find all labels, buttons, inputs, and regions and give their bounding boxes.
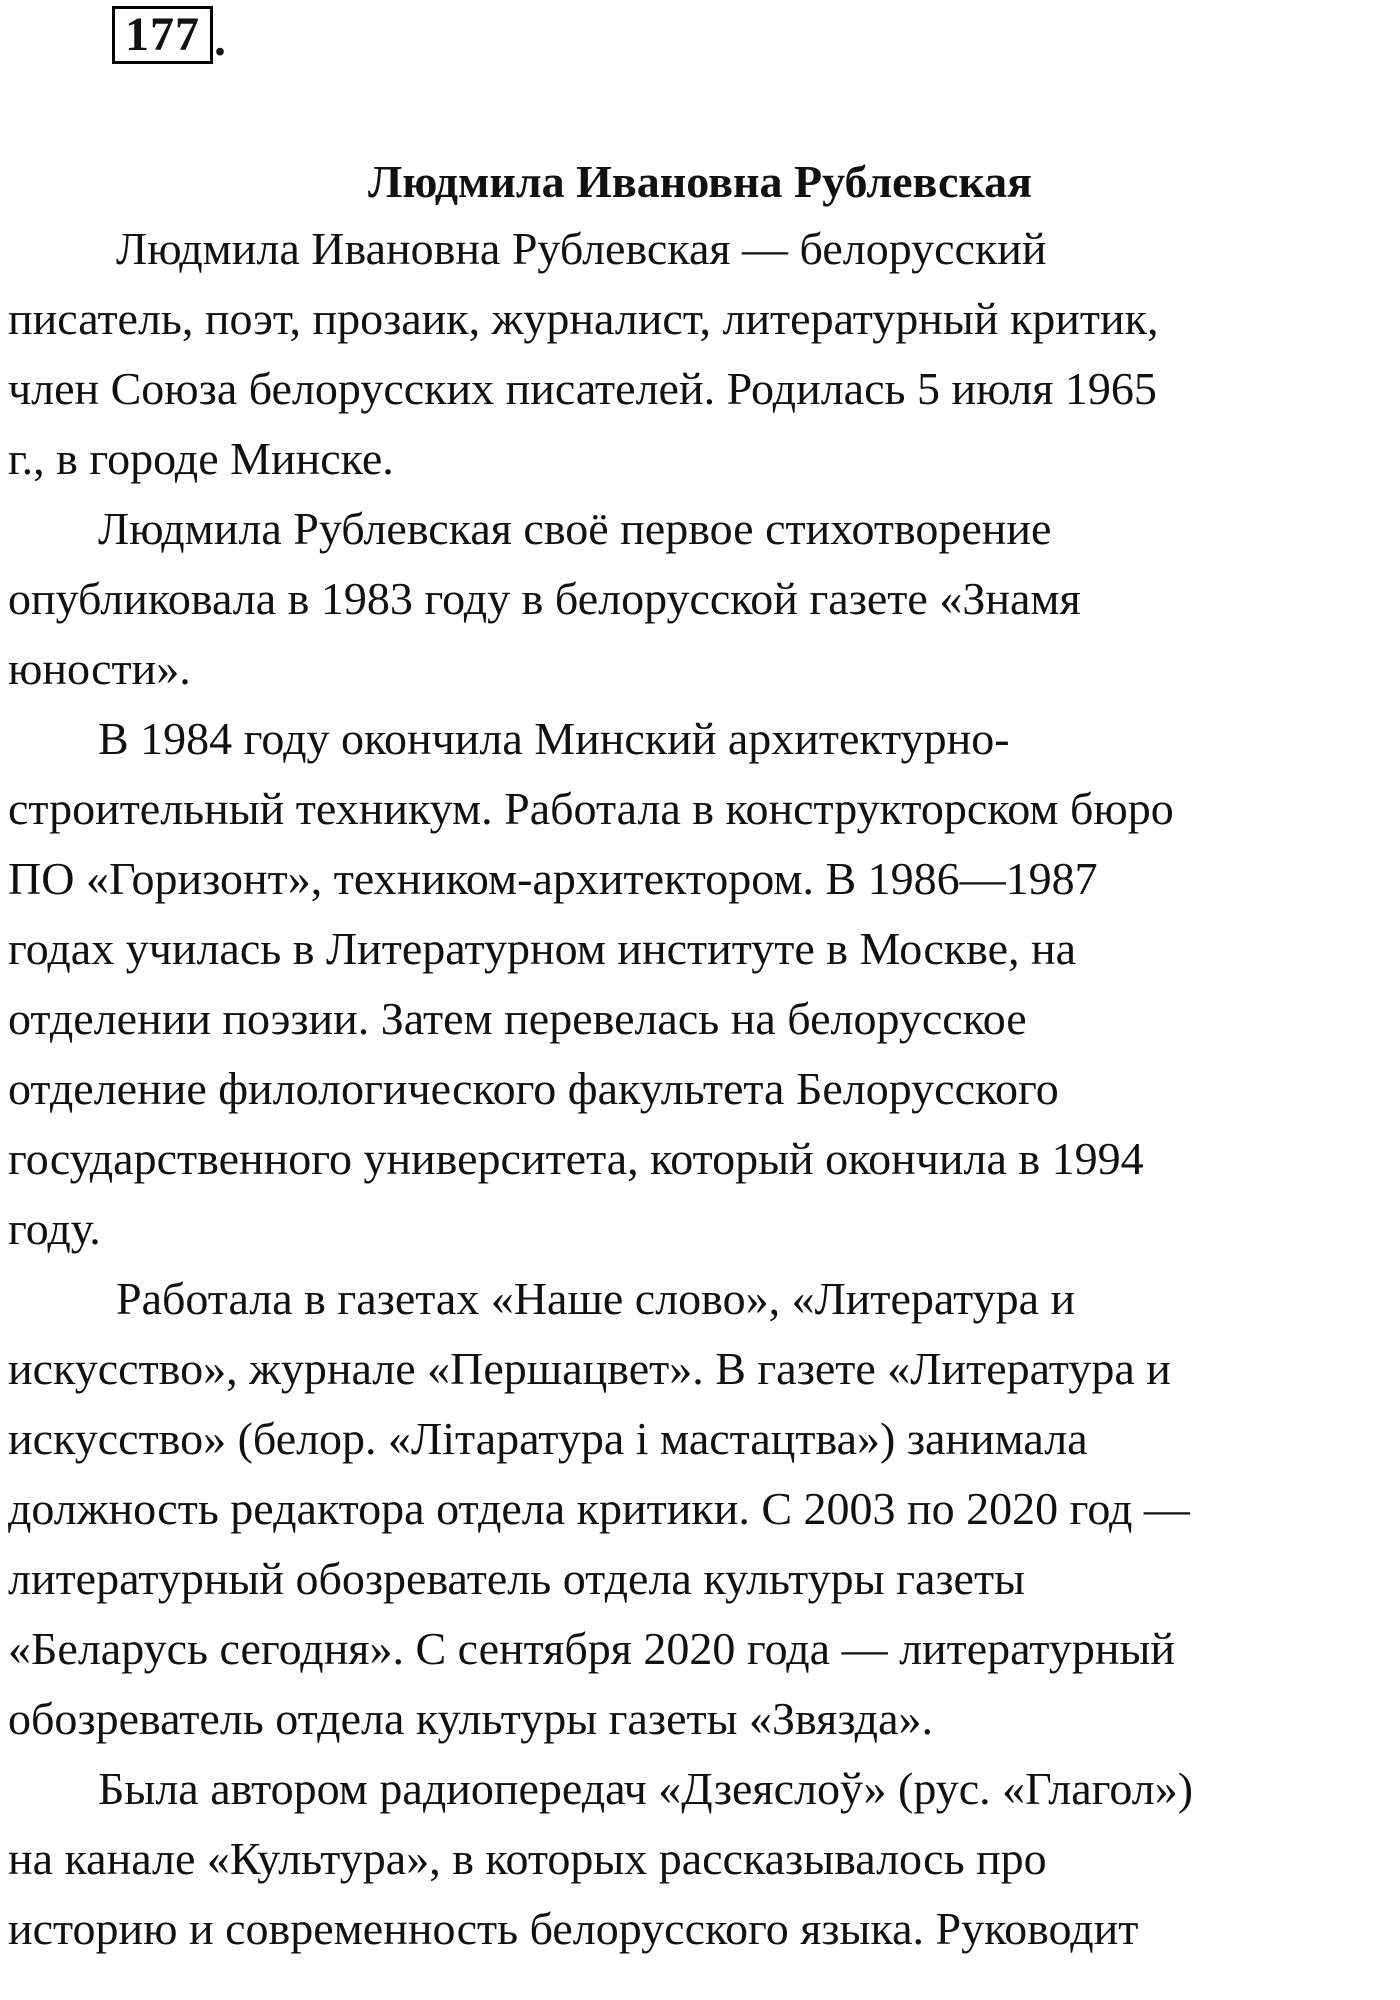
text-line: на канале «Культура», в которых рассказывалось про <box>8 1833 1047 1884</box>
text-line: «Беларусь сегодня». С сентября 2020 года — литературный <box>8 1623 1176 1674</box>
exercise-number-box: 177 <box>112 6 213 64</box>
text-line: отделение филологического факультета Белорусского <box>8 1063 1059 1114</box>
exercise-number <box>112 6 226 64</box>
text-line: В 1984 году окончила Минский архитектурно- <box>98 713 1010 764</box>
text-line: член Союза белорусских писателей. Родилась 5 июля 1965 <box>8 363 1157 414</box>
text-line: Людмила Рублевская своё первое стихотворение <box>98 503 1052 554</box>
text-line: ПО «Горизонт», техником-архитектором. В 1986—1987 <box>8 853 1098 904</box>
document-title: Людмила Ивановна Рублевская <box>367 156 1033 207</box>
text-line: искусство» (белор. «Лiтаратура i мастацтва») занимала <box>8 1413 1088 1464</box>
text-line: должность редактора отдела критики. С 2003 по 2020 год — <box>8 1483 1190 1534</box>
text-line: юности». <box>8 643 191 694</box>
text-line: годах училась в Литературном институте в Москве, на <box>8 923 1077 974</box>
text-line: литературный обозреватель отдела культуры газеты <box>8 1553 1025 1604</box>
text-line: строительный техникум. Работала в конструкторском бюро <box>8 783 1174 834</box>
text-line: Работала в газетах «Наше слово», «Литература и <box>116 1273 1076 1324</box>
text-line: Людмила Ивановна Рублевская — белорусский <box>116 223 1047 274</box>
text-line: году. <box>8 1203 101 1254</box>
text-line: г., в городе Минске. <box>8 433 394 484</box>
document-body <box>8 214 1393 1964</box>
text-line: отделении поэзии. Затем перевелась на белорусское <box>8 993 1027 1044</box>
exercise-number-dot: . <box>214 13 226 66</box>
text-line: государственного университета, который окончила в 1994 <box>8 1133 1144 1184</box>
text-line: обозреватель отдела культуры газеты «Звязда». <box>8 1693 933 1744</box>
text-line: Была автором радиопередач «Дзеяслоў» (рус. «Глагол») <box>98 1763 1194 1814</box>
text-line: опубликовала в 1983 году в белорусской газете «Знамя <box>8 573 1081 624</box>
text-line: историю и современность белорусского языка. Руководит <box>8 1903 1139 1954</box>
text-line: писатель, поэт, прозаик, журналист, литературный критик, <box>8 293 1159 344</box>
text-line: искусство», журнале «Першацвет». В газете «Литература и <box>8 1343 1171 1394</box>
